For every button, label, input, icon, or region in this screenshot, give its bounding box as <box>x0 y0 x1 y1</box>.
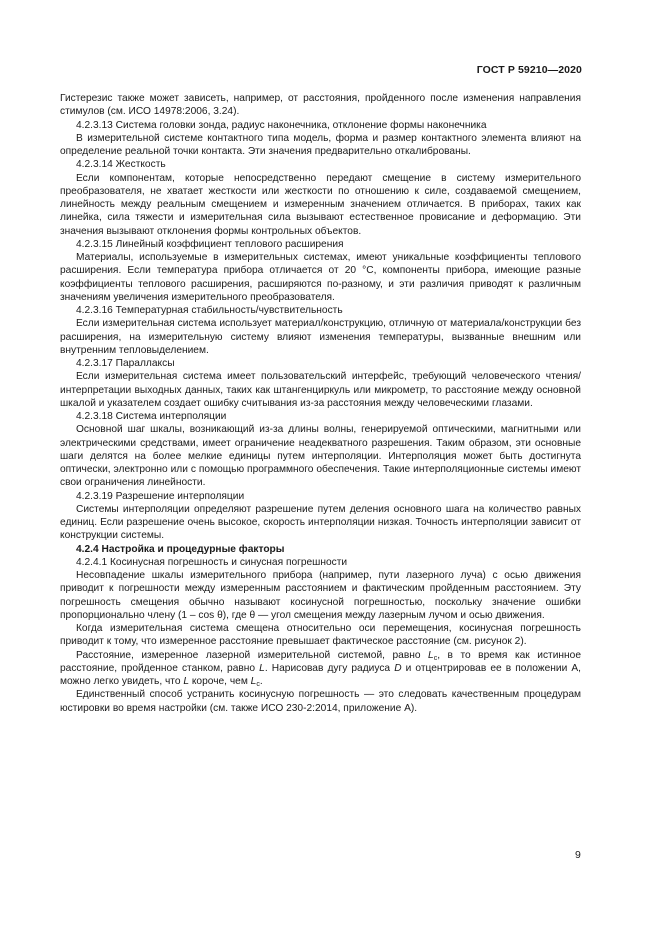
section-heading-4-2-4: 4.2.4 Настройка и процедурные факторы <box>76 543 285 555</box>
document-header-standard: ГОСТ Р 59210—2020 <box>476 64 582 76</box>
section-heading-4-2-3-19: 4.2.3.19 Разрешение интерполяции <box>76 490 245 502</box>
paragraph-cosine-offset: Когда измерительная система смещена относительно оси перемещения, косинусная погрешность приводит к тому, что измеренное расстояние превышает фактическое расстояние (см. рисунок 2). <box>60 623 581 648</box>
paragraph-hysteresis-cont: Гистерезис также может зависеть, например, от расстояния, пройденного после изменения направления стимулов (см. ИСО 14978:2006, 3.24). <box>60 93 581 118</box>
paragraph-thermal-expansion: Материалы, используемые в измерительных системах, имеют уникальные коэффициенты теплового расширения. Если температура прибора отличается от 20 °C, компоненты прибора, имеющие разные коэффициенты теплового расширения, расширяются по-разному, и эти различия приводят к различным значениям увеличения измерительного преобразователя. <box>60 252 581 303</box>
paragraph-interpolation-system: Основной шаг шкалы, возникающий из-за длины волны, генерируемой оптическими, магнитными или электрическими средствами, имеет ограничение неадекватного разрешения. Таким образом, эти основные шаги делятся на более мелкие единицы путем интерполяции. Интерполяция может быть достигнута оптически, электронно или с помощью программного обеспечения. Такие интерполяционные системы имеют свои ограничения линейности. <box>60 424 581 489</box>
paragraph-stiffness: Если компонентам, которые непосредственно передают смещение в систему измерительного преобразователя, не хватает жесткости или жесткости по отношению к силе, создаваемой смещением, линейность между реальным смещением и измеренным значением отличается. В приборах, таких как линейка, сила тяжести и измерительная сила вызывают естественное провисание и деформацию. Эти значения вызывают отклонения формы контрольных объектов. <box>60 172 581 237</box>
symbol-d: D <box>394 662 402 674</box>
symbol-l: L <box>428 649 434 661</box>
page-number: 9 <box>575 849 581 861</box>
section-heading-4-2-3-14: 4.2.3.14 Жесткость <box>76 159 166 171</box>
paragraph-laser-distance <box>60 649 581 689</box>
section-heading-4-2-3-17: 4.2.3.17 Параллаксы <box>76 358 175 369</box>
paragraph-interpolation-resolution: Системы интерполяции определяют разрешение путем деления основного шага на количество равных единиц. Если разрешение очень высокое, скорость интерполяции низкая. Точность интерполяции зависит от конструкции системы. <box>60 503 581 542</box>
paragraph-probe-system: В измерительной системе контактного типа модель, форма и размер контактного элемента влияют на определение реальной точки контакта. Эти значения предварительно откалиброваны. <box>60 132 581 157</box>
p20-text-d: и отцентрировав ее в положении А, можно легко увидеть, что <box>60 662 581 687</box>
p20-text-c: . Нарисовав дугу радиуса <box>264 662 395 674</box>
symbol-l: L <box>259 662 265 674</box>
section-heading-4-2-3-15: 4.2.3.15 Линейный коэффициент теплового расширения <box>76 238 344 250</box>
paragraph-temperature-stability: Если измерительная система использует материал/конструкцию, отличную от материала/конструкции без расширения, на измерительную систему влияют изменения температуры, вызванные внешним или внутренним тепловыделением. <box>60 318 581 356</box>
paragraph-alignment-procedure: Единственный способ устранить косинусную погрешность — это следовать качественным процедурам юстировки во время настройки (см. также ИСО 230-2:2014, приложение А). <box>60 689 581 714</box>
subscript-c: c <box>256 681 260 688</box>
p20-text-a: Расстояние, измеренное лазерной измерительной системой, равно <box>76 649 429 661</box>
symbol-l: L <box>250 676 257 687</box>
p20-text-f: . <box>259 676 263 687</box>
section-heading-4-2-3-13: 4.2.3.13 Система головки зонда, радиус наконечника, отклонение формы наконечника <box>76 119 487 131</box>
page-body <box>60 92 581 715</box>
symbol-l: L <box>183 676 190 687</box>
paragraph-cosine-error: Несовпадение шкалы измерительного прибора (например, пути лазерного луча) с осью движения приводит к погрешности между измеренным расстоянием и фактическим пройденным расстоянием. Эту погрешность смещения обычно называют косинусной погрешностью, поскольку значение ошибки пропорционально члену (1 – cos θ), где θ — угол смещения между лазерным лучом и осью движения. <box>60 570 581 621</box>
section-heading-4-2-3-18: 4.2.3.18 Система интерполяции <box>76 411 227 422</box>
section-heading-4-2-4-1: 4.2.4.1 Косинусная погрешность и синусная погрешности <box>76 556 348 568</box>
p20-text-b: , в то время как истинное расстояние, пройденное станком, равно <box>60 649 581 674</box>
section-heading-4-2-3-16: 4.2.3.16 Температурная стабильность/чувствительность <box>76 305 343 316</box>
p20-text-e: короче, чем <box>189 676 251 687</box>
paragraph-parallax: Если измерительная система имеет пользовательский интерфейс, требующий человеческого чтения/интерпретации выходных данных, таких как штангенциркуль или микрометр, то расстояние между основной шкалой и указателем создает ошибку считывания из-за расстояния между человеческими глазами. <box>60 371 581 409</box>
subscript-c: c <box>433 654 438 662</box>
